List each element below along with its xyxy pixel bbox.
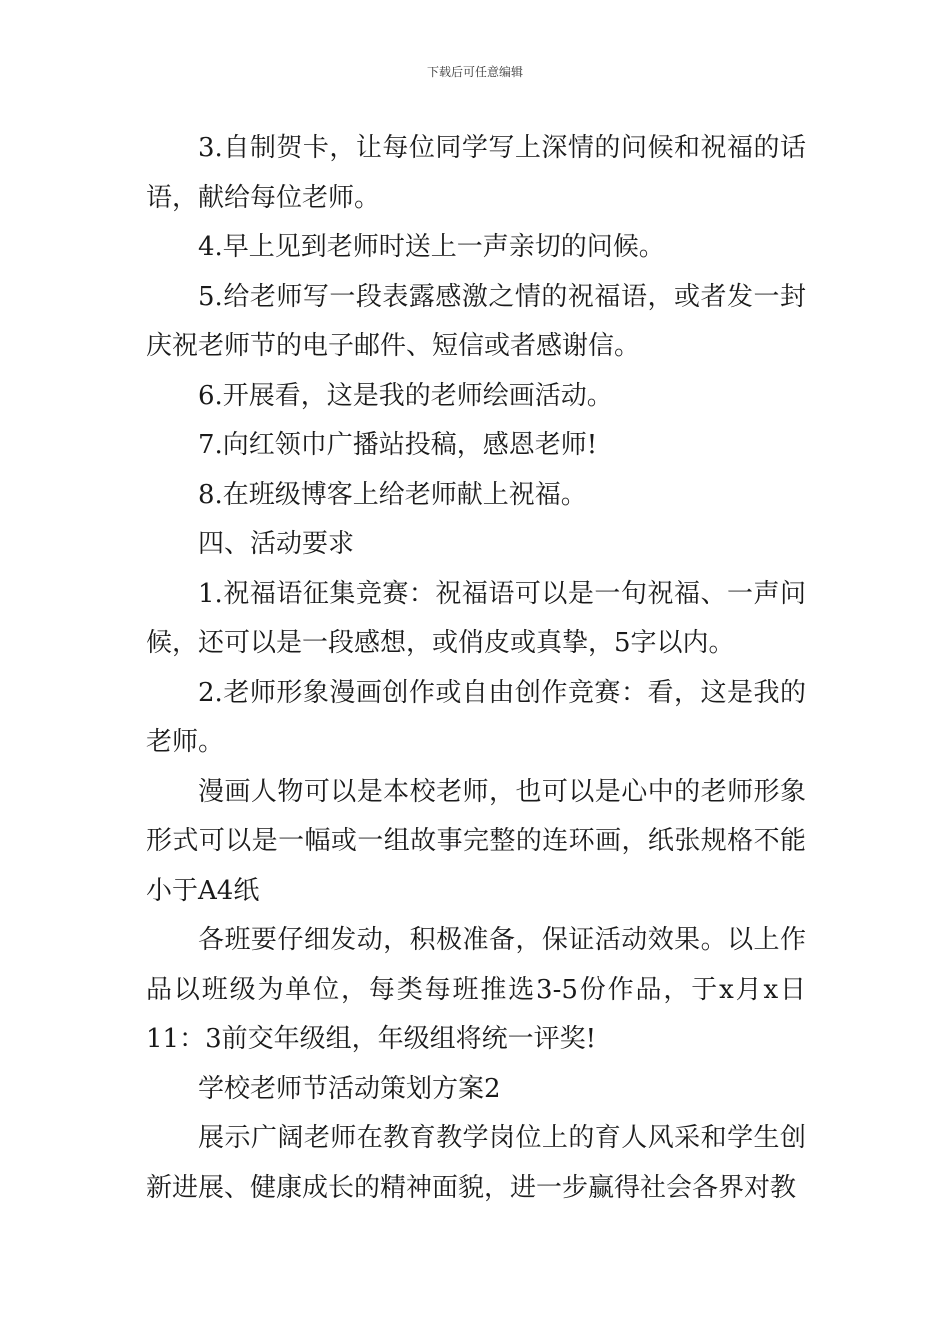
paragraph-item-4: 4.早上见到老师时送上一声亲切的问候。: [198, 232, 665, 262]
section-heading-requirements: 四、活动要求: [198, 529, 355, 559]
paragraph-item-3: 3.自制贺卡，让每位同学写上深情的问候和祝福的话语，献给每位老师。: [146, 133, 806, 213]
paragraph-item-6: 6.开展看，这是我的老师绘画活动。: [198, 380, 613, 411]
paragraph-comic-details: 漫画人物可以是本校老师，也可以是心中的老师形象形式可以是一幅或一组故事完整的连环画，纸张规格不能小于A4纸: [146, 776, 806, 906]
paragraph-requirement-1: 1.祝福语征集竞赛：祝福语可以是一句祝福、一声问候，还可以是一段感想，或俏皮或真挚，5字以内。: [146, 578, 806, 658]
paragraph-item-8: 8.在班级博客上给老师献上祝福。: [198, 479, 587, 510]
section-title-plan-2: 学校老师节活动策划方案2: [198, 1073, 501, 1104]
paragraph-requirement-2: 2.老师形象漫画创作或自由创作竞赛：看，这是我的老师。: [146, 677, 806, 757]
document-body: [146, 124, 806, 1213]
page-header: 下载后可任意编辑: [426, 65, 523, 79]
paragraph-plan-2-intro: 展示广阔老师在教育教学岗位上的育人风采和学生创新进展、健康成长的精神面貌，进一步赢得社会各界对教: [146, 1123, 806, 1203]
paragraph-submission: 各班要仔细发动，积极准备，保证活动效果。以上作品以班级为单位，每类每班推选3-5份作品，于x月x日11：3前交年级组，年级组将统一评奖!: [146, 925, 806, 1054]
paragraph-item-7: 7.向红领巾广播站投稿，感恩老师!: [198, 430, 598, 460]
paragraph-item-5: 5.给老师写一段表露感激之情的祝福语，或者发一封庆祝老师节的电子邮件、短信或者感谢信。: [146, 281, 806, 361]
